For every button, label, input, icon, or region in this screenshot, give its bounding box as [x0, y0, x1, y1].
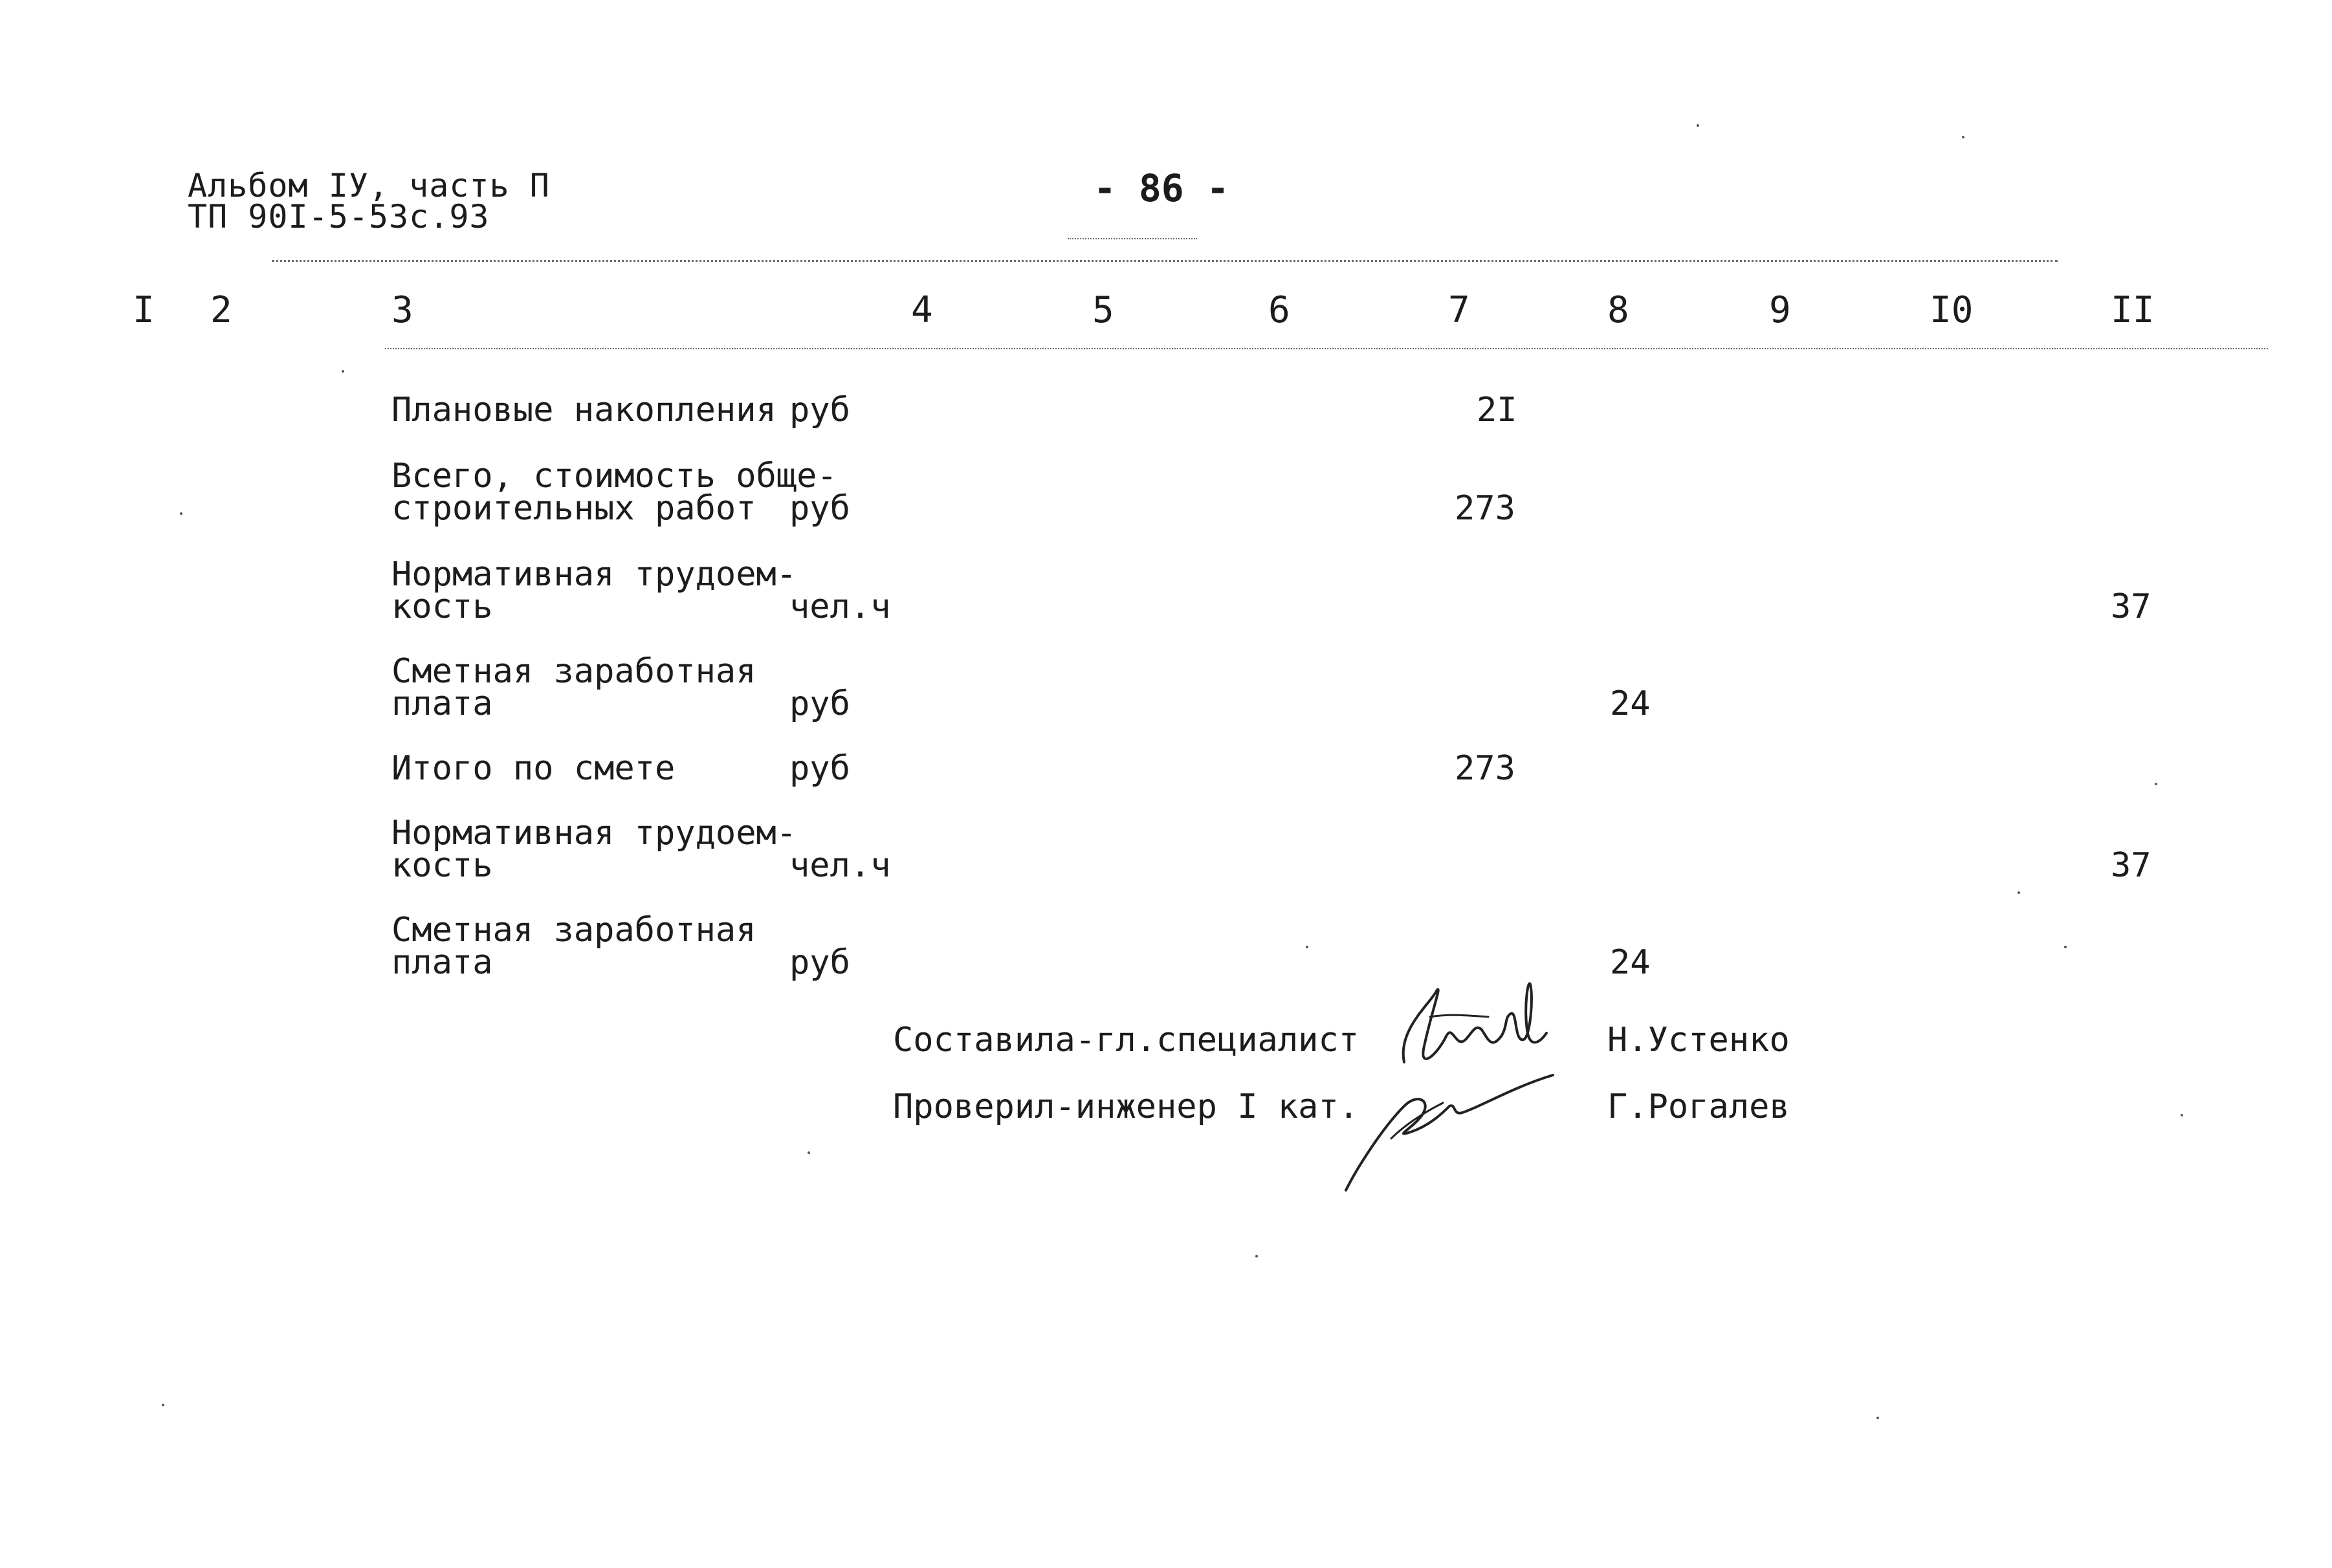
- header-bottom-rule: [385, 348, 2268, 349]
- row-value: 24: [1610, 943, 1651, 982]
- row-name: плата: [391, 684, 493, 723]
- column-header: 6: [1268, 289, 1290, 331]
- row-value: 273: [1455, 749, 1515, 788]
- row-unit: руб: [789, 684, 850, 723]
- column-header: I: [133, 289, 155, 331]
- scan-speck: [2155, 783, 2157, 785]
- column-header: I0: [1930, 289, 1974, 331]
- row-unit: чел.ч: [789, 846, 891, 885]
- row-unit: руб: [789, 943, 850, 982]
- scan-speck: [2181, 1114, 2183, 1116]
- table-top-rule: [272, 260, 2058, 262]
- scan-speck: [2064, 946, 2067, 948]
- page-number-underline: [1068, 238, 1197, 239]
- row-name: кость: [391, 846, 493, 885]
- column-header: 3: [391, 289, 413, 331]
- checked-signature: [1333, 1067, 1566, 1197]
- scan-speck: [342, 370, 344, 373]
- column-header: 2: [210, 289, 232, 331]
- checked-by-label: Проверил-инженер I кат.: [893, 1087, 1359, 1126]
- checked-by-name: Г.Рогалев: [1607, 1087, 1790, 1126]
- compiled-by-label: Составила-гл.специалист: [893, 1021, 1359, 1060]
- column-header: II: [2111, 289, 2155, 331]
- row-unit: руб: [789, 489, 850, 528]
- column-header: 8: [1607, 289, 1629, 331]
- scan-speck: [1255, 1255, 1258, 1258]
- row-unit: чел.ч: [789, 587, 891, 626]
- row-unit: руб: [789, 391, 850, 430]
- scan-speck: [1876, 1417, 1879, 1419]
- scan-speck: [2018, 891, 2020, 894]
- page-number: - 86 -: [1094, 166, 1229, 210]
- row-name: плата: [391, 943, 493, 982]
- scan-speck: [1697, 124, 1699, 127]
- row-value: 24: [1610, 684, 1651, 723]
- row-name: Всего, стоимость обще-: [391, 457, 837, 495]
- scan-speck: [808, 1151, 810, 1154]
- row-name: Плановые накопления: [391, 391, 776, 430]
- project-code: ТП 90I-5-53с.93: [188, 198, 490, 235]
- compiled-by-name: Н.Устенко: [1607, 1021, 1790, 1060]
- row-name: кость: [391, 587, 493, 626]
- scan-speck: [180, 512, 182, 515]
- row-value: 37: [2111, 846, 2151, 885]
- scan-speck: [1306, 946, 1308, 948]
- album-title: Альбом IУ, часть П: [188, 167, 550, 204]
- row-value: 273: [1455, 489, 1515, 528]
- column-header: 4: [911, 289, 933, 331]
- row-value: 37: [2111, 587, 2151, 626]
- row-name: Сметная заработная: [391, 911, 756, 950]
- column-header: 5: [1092, 289, 1114, 331]
- column-header: 7: [1448, 289, 1470, 331]
- scan-speck: [162, 1404, 164, 1406]
- row-name: Сметная заработная: [391, 652, 756, 691]
- row-name: Нормативная трудоем-: [391, 814, 797, 853]
- column-header: 9: [1769, 289, 1791, 331]
- scan-speck: [1962, 136, 1964, 138]
- row-name: строительных работ: [391, 489, 756, 528]
- row-name: Нормативная трудоем-: [391, 555, 797, 594]
- row-name: Итого по смете: [391, 749, 676, 788]
- row-value: 2I: [1477, 391, 1517, 430]
- row-unit: руб: [789, 749, 850, 788]
